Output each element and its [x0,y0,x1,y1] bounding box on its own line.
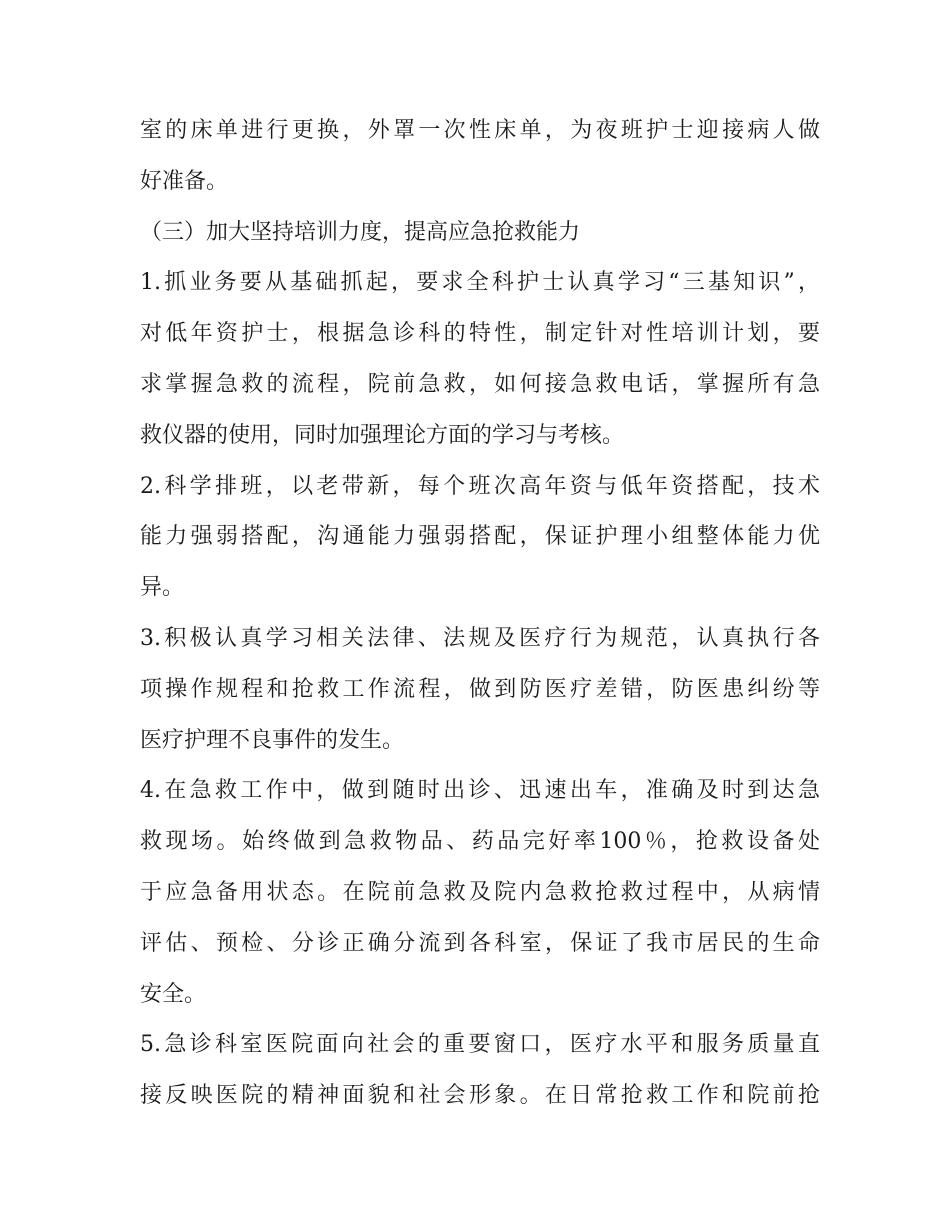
document-body [140,106,820,1122]
text-line: 救现场。始终做到急救物品、药品完好率100％，抢救设备处 [140,829,820,855]
text-line: 对低年资护士，根据急诊科的特性，制定针对性培训计划，要 [140,321,820,347]
text-line: 室的床单进行更换，外罩一次性床单，为夜班护士迎接病人做 [140,118,820,143]
text-line: 救仪器的使用，同时加强理论方面的学习与考核。 [140,422,625,448]
text-line: 接反映医院的精神面貌和社会形象。在日常抢救工作和院前抢 [140,1083,820,1109]
text-line: 1.抓业务要从基础抓起，要求全科护士认真学习“三基知识”， [140,270,820,296]
text-line: 评估、预检、分诊正确分流到各科室，保证了我市居民的生命 [140,930,820,956]
text-line: 医疗护理不良事件的发生。 [140,727,405,753]
text-line: 能力强弱搭配，沟通能力强弱搭配，保证护理小组整体能力优 [140,524,820,550]
text-line: 项操作规程和抢救工作流程，做到防医疗差错，防医患纠纷等 [140,676,820,702]
text-line: 5.急诊科室医院面向社会的重要窗口，医疗水平和服务质量直 [140,1032,820,1058]
text-line: 于应急备用状态。在院前急救及院内急救抢救过程中，从病情 [140,879,820,905]
text-line: （三）加大坚持培训力度，提高应急抢救能力 [140,219,581,245]
text-line: 3.积极认真学习相关法律、法规及医疗行为规范，认真执行各 [140,625,820,651]
text-line: 异。 [140,575,185,601]
text-line: 4.在急救工作中，做到随时出诊、迅速出车，准确及时到达急 [140,778,820,804]
text-line: 2.科学排班，以老带新，每个班次高年资与低年资搭配，技术 [140,473,820,499]
text-line: 安全。 [140,981,207,1007]
text-line: 求掌握急救的流程，院前急救，如何接急救电话，掌握所有急 [140,371,820,397]
text-line: 好准备。 [140,168,229,194]
